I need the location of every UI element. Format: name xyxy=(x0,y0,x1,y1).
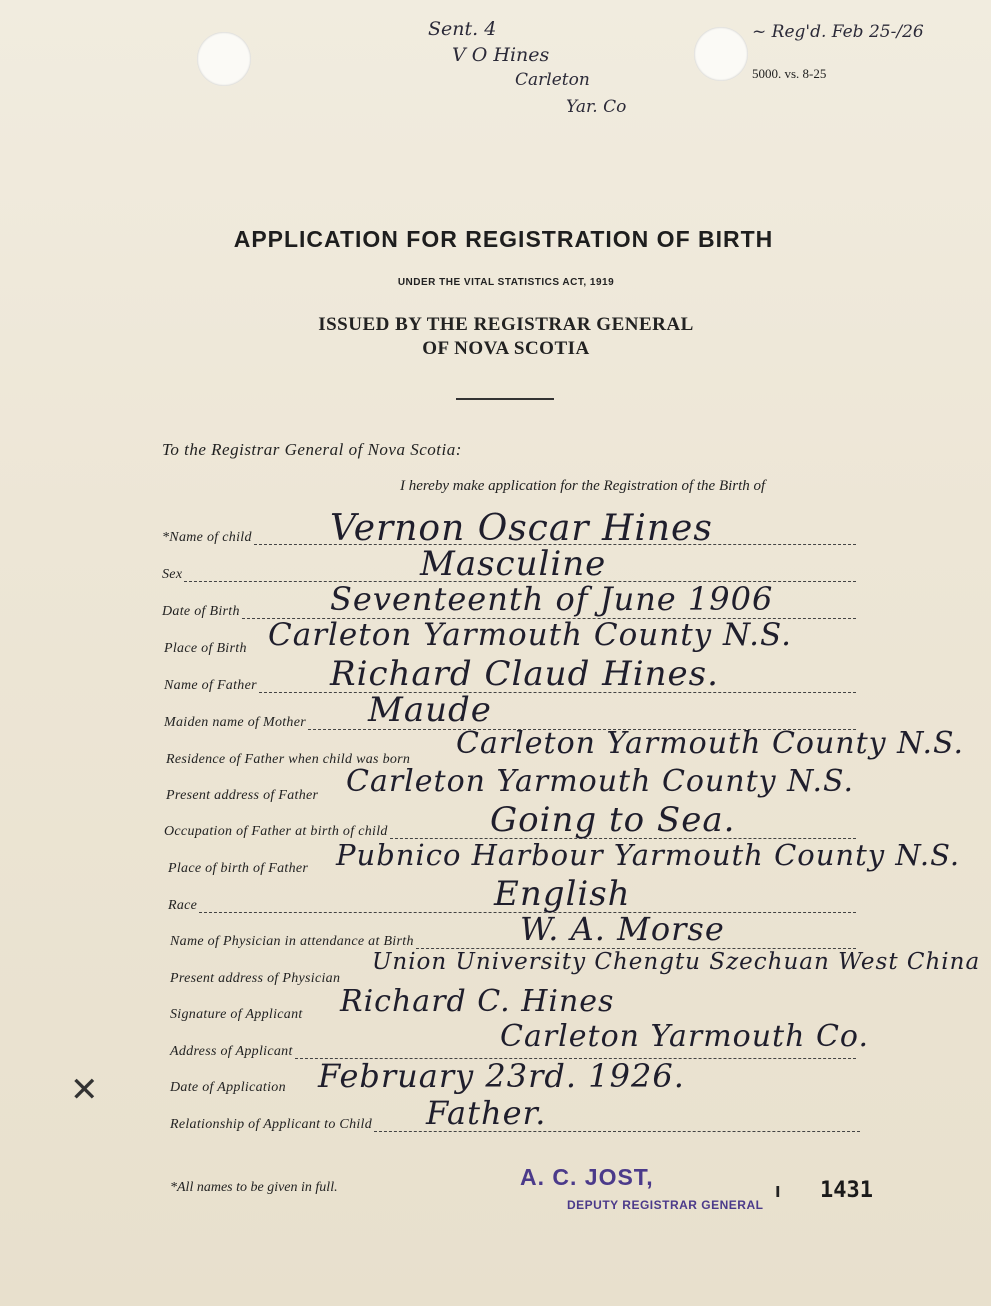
document-title: APPLICATION FOR REGISTRATION OF BIRTH xyxy=(233,226,774,252)
footnote: *All names to be given in full. xyxy=(170,1180,338,1195)
salutation: To the Registrar General of Nova Scotia: xyxy=(162,440,462,459)
stamp-registrar-title: DEPUTY REGISTRAR GENERAL xyxy=(567,1198,764,1212)
intro-text: I hereby make application for the Registration of the Birth of xyxy=(400,478,766,494)
field-label: *Name of child xyxy=(162,530,252,545)
form-number: 5000. vs. 8-25 xyxy=(752,66,827,81)
field-value-address-of-applicant: Carleton Yarmouth Co. xyxy=(500,1019,869,1054)
field-value-name-of-father: Richard Claud Hines. xyxy=(330,654,719,694)
field-label: Signature of Applicant xyxy=(170,1007,303,1022)
margin-x-mark: ✕ xyxy=(70,1070,99,1110)
issued-by-line1: ISSUED BY THE REGISTRAR GENERAL xyxy=(318,314,694,335)
field-value-place-of-birth: Carleton Yarmouth County N.S. xyxy=(268,617,793,653)
issued-by-line2: OF NOVA SCOTIA xyxy=(422,338,590,359)
field-label: Race xyxy=(168,898,198,913)
field-label: Date of Application xyxy=(170,1080,286,1095)
handwritten-note-line2: V O Hines xyxy=(452,44,550,66)
field-value-sex: Masculine xyxy=(420,544,607,584)
handwritten-note-line3: Carleton xyxy=(515,70,590,90)
field-label: Maiden name of Mother xyxy=(164,715,306,730)
field-value-present-address-of-father: Carleton Yarmouth County N.S. xyxy=(346,764,855,799)
field-label: Date of Birth xyxy=(162,604,240,619)
field-label: Place of birth of Father xyxy=(168,861,309,876)
handwritten-registered-date: ~ Reg'd. Feb 25-/26 xyxy=(752,22,924,42)
field-label: Address of Applicant xyxy=(170,1044,293,1059)
punch-hole-left xyxy=(197,32,251,86)
field-value-present-address-of-physician: Union University Chengtu Szechuan West China xyxy=(372,949,981,975)
document-subtitle: UNDER THE VITAL STATISTICS ACT, 1919 xyxy=(397,277,615,288)
field-label: Residence of Father when child was born xyxy=(166,752,411,767)
field-value-signature-of-applicant: Richard C. Hines xyxy=(340,984,615,1019)
field-label: Name of Physician in attendance at Birth xyxy=(170,934,414,949)
field-value-residence-of-father: Carleton Yarmouth County N.S. xyxy=(456,726,965,761)
field-value-date-of-application: February 23rd. 1926. xyxy=(318,1057,685,1095)
tick-mark: ı xyxy=(775,1180,781,1202)
field-value-date-of-birth: Seventeenth of June 1906 xyxy=(330,580,774,618)
field-value-occupation-of-father: Going to Sea. xyxy=(490,800,736,840)
field-value-name-of-child: Vernon Oscar Hines xyxy=(330,508,713,549)
field-value-race: English xyxy=(494,874,631,914)
field-label: Present address of Physician xyxy=(170,971,341,986)
field-label: Present address of Father xyxy=(166,788,319,803)
handwritten-note-line1: Sent. 4 xyxy=(428,18,497,40)
field-value-relationship: Father. xyxy=(426,1094,547,1132)
divider-rule xyxy=(456,398,554,400)
field-label: Place of Birth xyxy=(164,641,247,656)
field-value-place-of-birth-of-father: Pubnico Harbour Yarmouth County N.S. xyxy=(336,838,961,872)
punch-hole-right xyxy=(694,27,748,81)
field-value-maiden-name-of-mother: Maude xyxy=(368,690,492,730)
field-value-name-of-physician: W. A. Morse xyxy=(520,910,725,948)
registration-number: 1431 xyxy=(820,1178,873,1203)
field-label: Sex xyxy=(162,567,183,582)
stamp-registrar-name: A. C. JOST, xyxy=(520,1164,654,1190)
field-label: Occupation of Father at birth of child xyxy=(164,824,388,839)
handwritten-note-line4: Yar. Co xyxy=(566,97,627,117)
field-label: Relationship of Applicant to Child xyxy=(170,1117,373,1132)
field-label: Name of Father xyxy=(164,678,257,693)
